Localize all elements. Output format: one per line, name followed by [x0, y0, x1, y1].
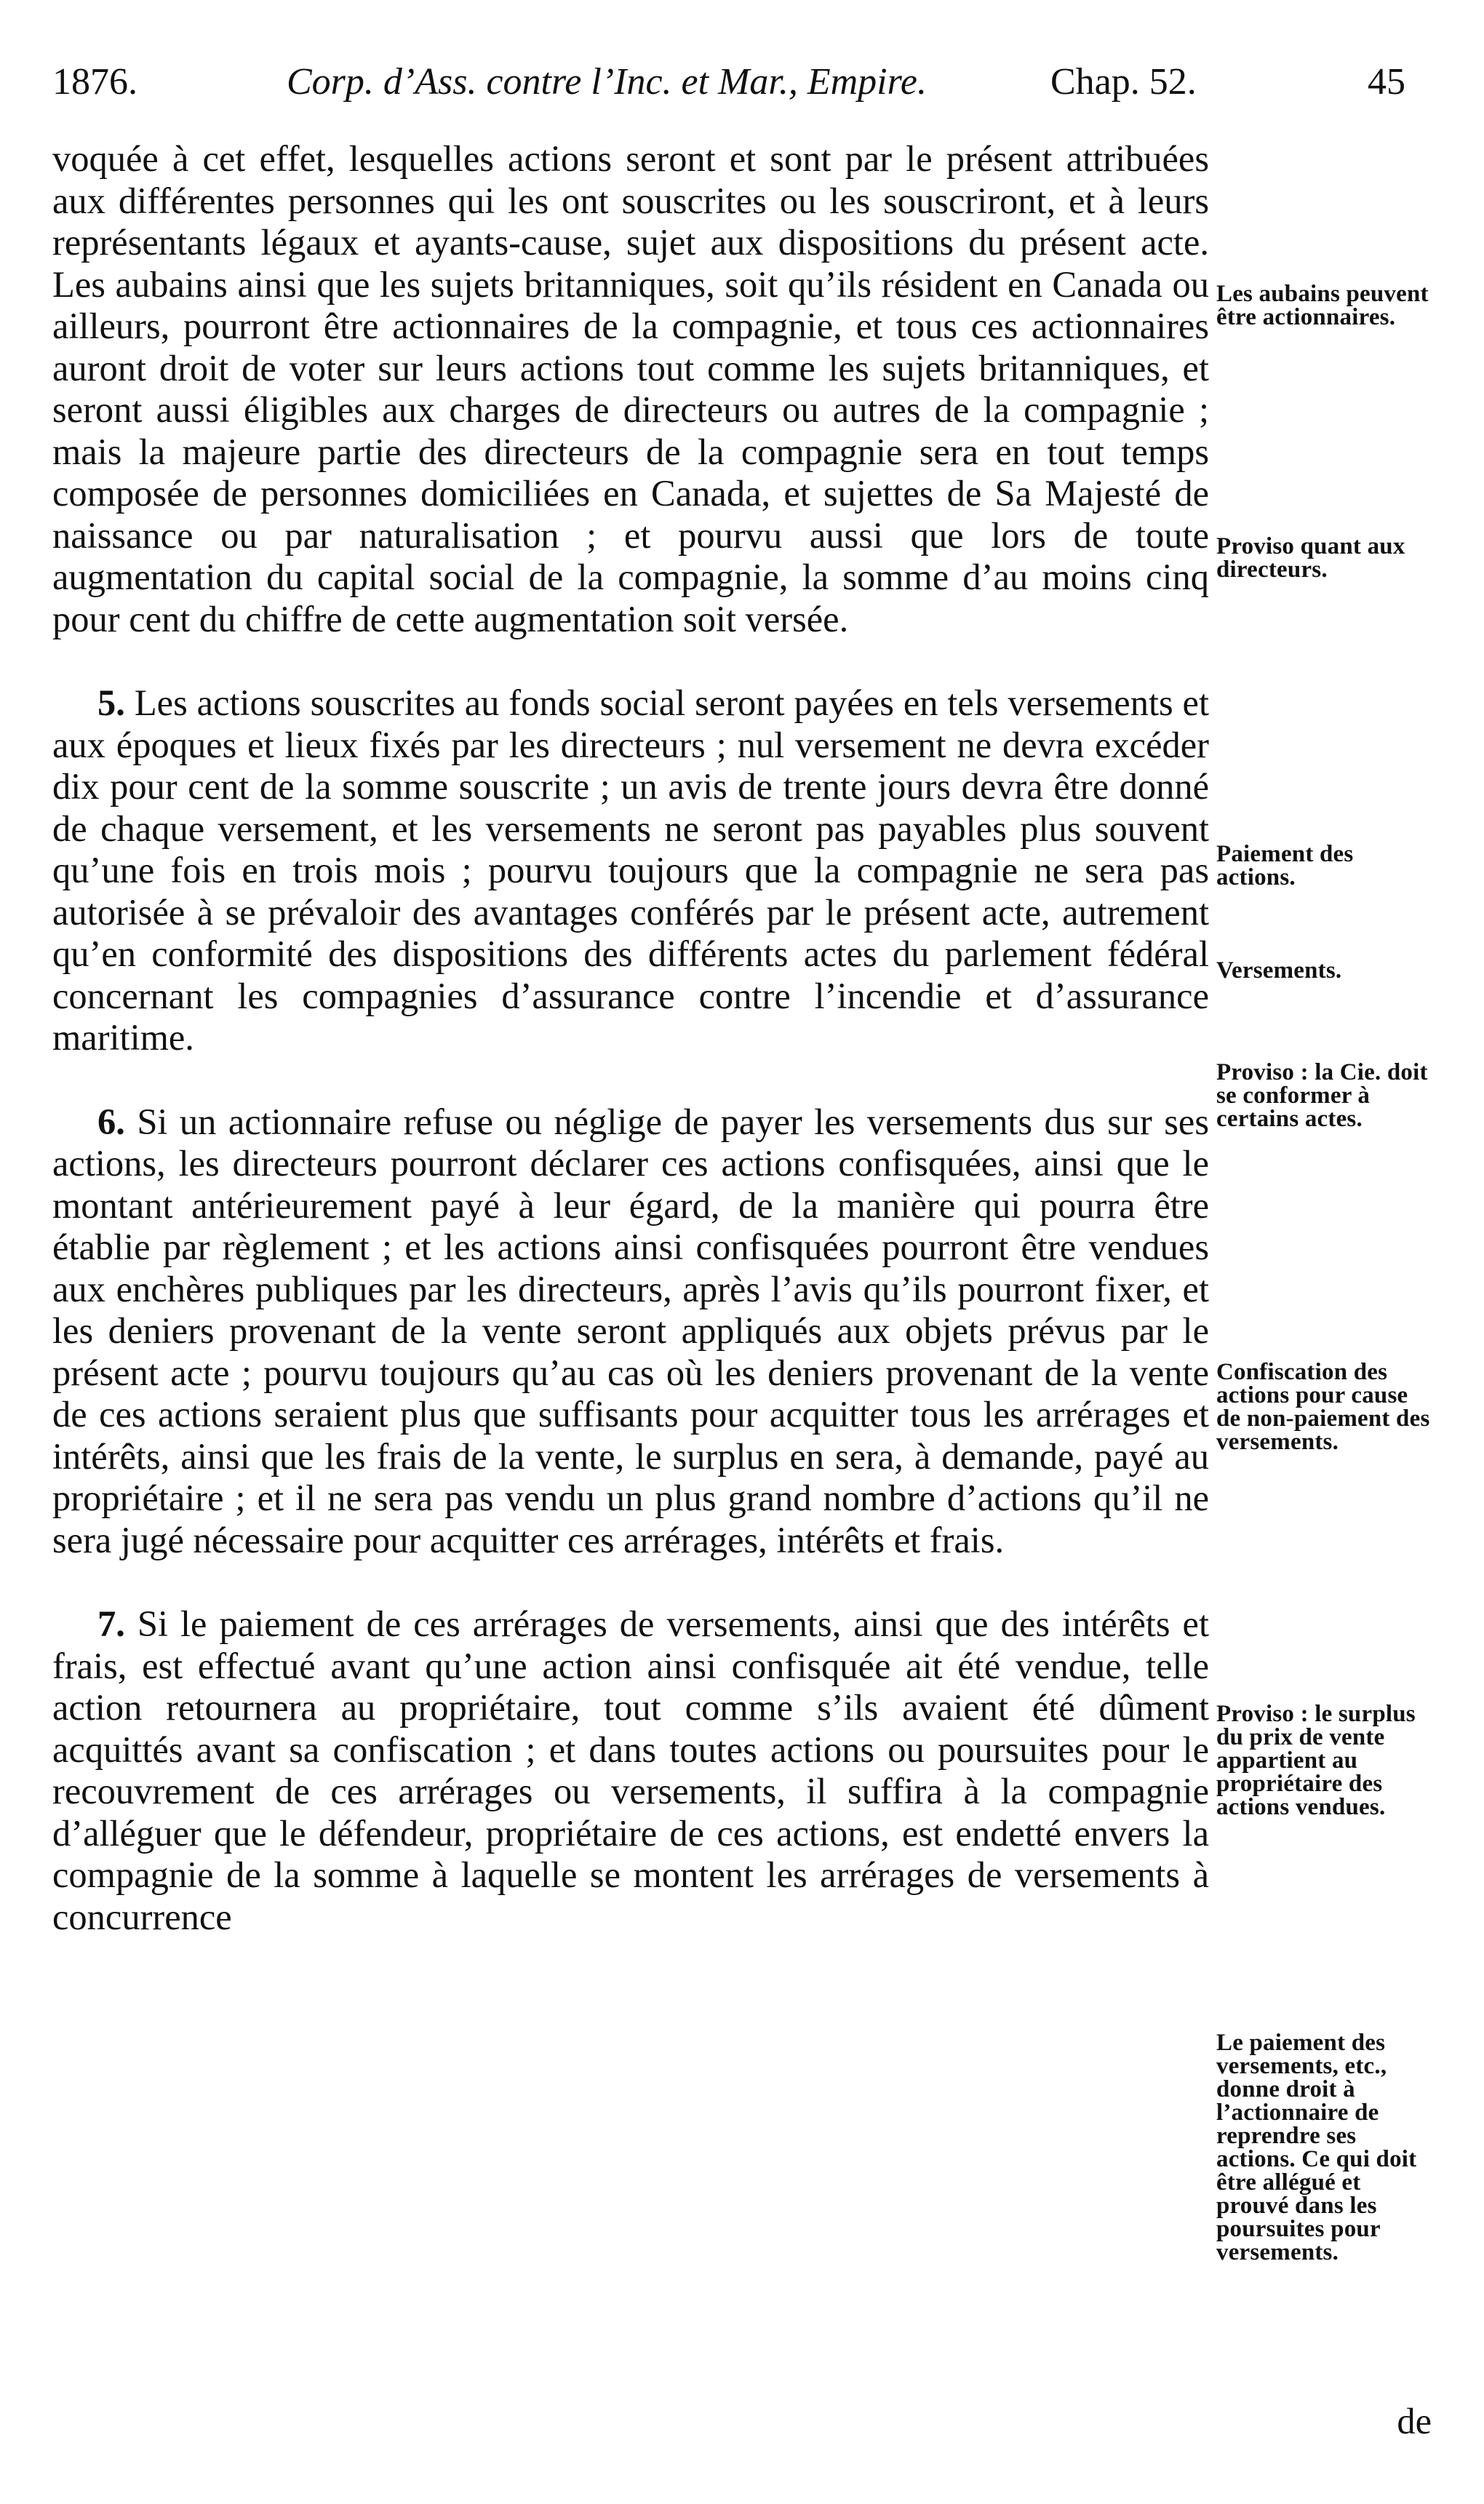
section-6 [52, 1101, 1209, 1562]
header-year: 1876. [52, 61, 137, 103]
paragraph-text: Les actions souscrites au fonds social seront payées en tels versements et aux époques et lieux fixés par les directeurs ; nul versement ne devra excéder dix pour cent de la somme souscrite ; un avis de trente jours devra être donné de chaque versement, et les versements ne seront pas payables plus souvent qu’une fois en trois mois ; pourvu toujours que la compagnie ne sera pas autorisée à se prévaloir des avantages conférés par le présent acte, autrement qu’en conformité des dispositions des différents actes du parlement fédéral concernant les compagnies d’assurance contre l’incendie et d’assurance maritime. [52, 682, 1210, 1058]
section-number: 5. [97, 682, 125, 723]
paragraph-text: voquée à cet effet, lesquelles actions seront et sont par le présent attribuées aux différentes personnes qui les ont souscrites ou les souscriront, et à leurs représentants légaux et ayants-cause, sujet aux dispositions du présent acte. Les aubains ainsi que les sujets britanniques, soit qu’ils résident en Canada ou ailleurs, pourront être actionnaires de la compagnie, et tous ces actionnaires auront droit de voter sur leurs actions tout comme les sujets britanniques, et seront aussi éligibles aux charges de directeurs ou autres de la compagnie ; mais la majeure partie des directeurs de la compagnie sera en tout temps composée de personnes domiciliées en Canada, et sujettes de Sa Majesté de naissance ou par naturalisation ; et pourvu aussi que lors de toute augmentation du capital social de la compagnie, la somme d’au moins cinq pour cent du chiffre de cette augmentation soit versée. [52, 138, 1209, 639]
paragraph-text: Si un actionnaire refuse ou néglige de payer les versements dus sur ses actions, les directeurs pourront déclarer ces actions confisquées, ainsi que le montant antérieurement payé à leur égard, de la manière qui pourra être établie par règlement ; et les actions ainsi confisquées pourront être vendues aux enchères publiques par les directeurs, après l’avis qu’ils pourront fixer, et les deniers provenant de la vente seront appliqués aux objets prévus par le présent acte ; pourvu toujours qu’au cas où les deniers provenant de la vente de ces actions seraient plus que suffisants pour acquitter tous les arrérages et intérêts, ainsi que les frais de la vente, le surplus en sera, à demande, payé au propriétaire ; et il ne sera pas vendu un plus grand nombre d’actions qu’il ne sera jugé nécessaire pour acquitter ces arrérages, intérêts et frais. [52, 1101, 1209, 1560]
margin-note-confiscation: Confiscation des actions pour cause de non-paiement des versements. [1216, 1359, 1430, 1455]
margin-note-proviso-surplus: Proviso : le surplus du prix de vente appartient au propriétaire des actions vendues. [1216, 1701, 1416, 1820]
header-page-number: 45 [1368, 61, 1405, 103]
margin-note-versements: Versements. [1216, 957, 1342, 984]
section-7 [52, 1603, 1209, 1938]
section-number: 6. [97, 1101, 125, 1142]
margin-note-proviso-compagnie: Proviso : la Cie. doit se conformer à certains actes. [1216, 1059, 1428, 1132]
margin-note-aubains: Les aubains peuvent être actionnaires. [1216, 281, 1429, 330]
header-running-title: Corp. d’Ass. contre l’Inc. et Mar., Empire. [287, 61, 928, 103]
margin-note-proviso-directeurs: Proviso quant aux directeurs. [1216, 533, 1405, 583]
header-chapter: Chap. 52. [1050, 61, 1197, 103]
section-number: 7. [97, 1603, 125, 1644]
section-5 [52, 682, 1209, 1059]
paragraph-continuation [52, 138, 1209, 640]
paragraph-text: Si le paiement de ces arrérages de versements, ainsi que des intérêts et frais, est effectué avant qu’une action ainsi confisquée ait été vendue, telle action retournera au propriétaire, tout comme s’ils avaient été dûment acquittés avant sa confiscation ; et dans toutes actions ou poursuites pour le recouvrement de ces arrérages ou versements, il suffira à la compagnie d’alléguer que le défendeur, propriétaire de ces actions, est endetté envers la compagnie de la somme à laquelle se montent les arrérages de versements à concurrence [52, 1603, 1209, 1937]
running-header [52, 57, 1405, 108]
main-text-column [52, 138, 1209, 1938]
catchword: de [1397, 2401, 1432, 2441]
margin-note-paiement-actions: Paiement des actions. [1216, 841, 1354, 890]
margin-note-paiement-versements: Le paiement des versements, etc., donne droit à l’actionnaire de reprendre ses actions. Ce qui doit être allégué et prouvé dans les poursuites pour versements. [1216, 2030, 1417, 2265]
